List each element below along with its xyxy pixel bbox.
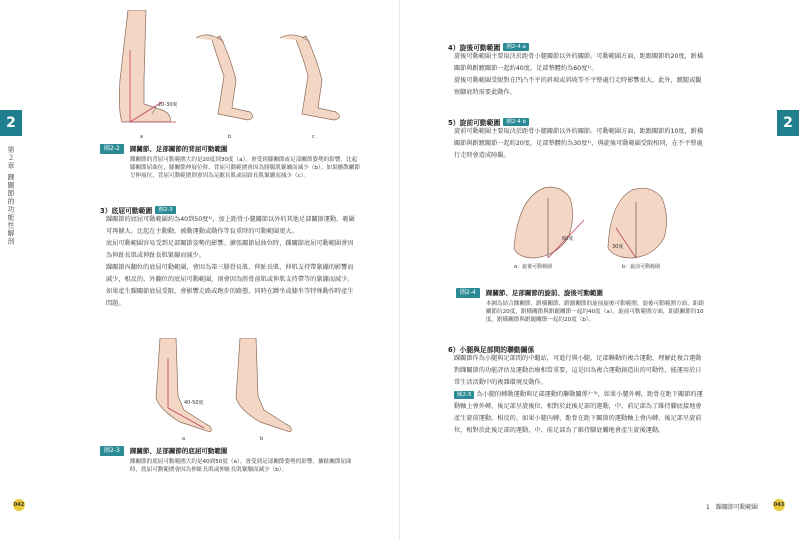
figure-2-4-label: 圖2-4 — [456, 288, 480, 298]
figure-2-2-letter-a: a — [140, 134, 144, 140]
section-6-ref-text: 為小腿的轉動運動與足部運動的聯動關係¹⁻³⁾，如果小腿外轉，距骨在距下關節的運動軸上會外轉，後足部呈旋後位，相對於此後足部的運動，中、前足部為了維持腳底接地會產生旋前運動。相反的，如果小腿內轉，距骨在距下關節的運動軸上會內轉，後足部呈旋前位，相對於此後足部的運動，中、前足部為了維持腳底觸地會產生旋後運動。 — [454, 391, 703, 434]
figure-2-3-title: 踝關節、足部關節的底屈可動範圍 — [129, 447, 228, 455]
figure-2-2-c-leg — [280, 35, 340, 140]
section-4-ref: 圖2-4 a — [503, 43, 529, 51]
chapter-title-vertical: 第２章 踝關節的功能性解剖 — [7, 146, 15, 246]
figure-2-4-description: 本圖為結合踝關節、跗橫關節、跗蹠關節的旋前旋後可動範圍。旋後可動範圍方面，距跟關節約20度，跗橫關節與跗蹠關節一起約40度（a）。旋前可動範圍方面，距跟關節約10度，跗橫關節與跗蹠關節一起約20度（b）。 — [485, 301, 704, 323]
figure-2-4-title: 踝關節、足部關節的旋前、旋後可動範圍 — [485, 289, 603, 297]
section-5-ref: 圖2-4 b — [503, 118, 529, 126]
figure-2-4-sub-a: a：旋後可動範圍 — [514, 264, 553, 270]
figure-2-2-label: 圖2-2 — [100, 144, 124, 154]
section-4-paragraph: 旋後可動範圍受限對在凹凸不平的斜坡或斜坡等不平整處行走時影響很大。此外，蹠腿或觀察腳底時需要此動作。 — [454, 77, 702, 96]
section-3-ref: 圖2-3 — [155, 206, 175, 214]
figure-2-3-angle-label: 40-50度 — [184, 400, 204, 406]
section-6-title: 6）小腿與足部間的聯動關係 — [448, 346, 535, 354]
figure-2-3-a-leg — [156, 338, 211, 442]
figure-2-4-b-foot — [608, 188, 667, 270]
figure-2-3-illustration — [140, 338, 310, 442]
right-page — [400, 0, 799, 540]
section-3-paragraph: 踝關節的底屈可動範圍約為40到50度¹⁾，加上距骨小腿關節以外的其他足部關節運動，範圍可再擴大。比起在主動動，被動運動或動作等負重時的可動範圍更大。 — [106, 216, 355, 235]
page-number-left: 042 — [13, 499, 25, 511]
section-6-body — [448, 353, 704, 437]
figure-2-4-sub-b: b：旋前可動範圍 — [622, 264, 661, 270]
figure-2-3-description: 踝關節的底屈可動範圍大約是40到50度（a）。會受到足部關節姿勢的影響，擴趾關節屈曲時，底屈可動範圍會因為伸趾長肌或伸趾長肌緊繃而減少（b）。 — [129, 459, 352, 473]
figure-2-3-b-leg — [236, 338, 291, 442]
section-6-paragraph: 踝關節作為小腿與足部間的中繼站，可進行與小腿、足部聯動的複合運動，理解此複合運動對踝關節的功能評估及運動治療相當重要，這是因為複合運動創造出的可動性，能運用於日常生活活動中的複雜環境及動作。 — [454, 355, 702, 386]
figure-2-4-caption — [456, 288, 706, 324]
figure-2-4-a-foot — [514, 187, 584, 270]
section-5-body — [448, 126, 704, 162]
section-4-title: 4）旋後可動範圍 — [448, 44, 501, 52]
chapter-tab-right: 2 — [777, 110, 799, 136]
figure-2-2-caption — [100, 144, 360, 180]
figure-2-2-b-leg — [196, 35, 253, 140]
section-6-ref: 圖2-5 — [454, 391, 474, 399]
figure-2-3-label: 圖2-3 — [100, 446, 124, 456]
figure-2-4-angle-b: 30度 — [612, 244, 624, 250]
section-3-paragraph: 如果產生踝關節底屈受限，會影響走路或跑步的路態，同時在蹲坐或膝坐等特殊動作時產生問題。 — [106, 288, 354, 307]
figure-2-2-description: 踝關節的背屈可動範圍大約是20度到30度（a）。會受到膝關節或足部關節姿勢的影響，比起膝關節屈曲位，膝關節伸展位時，背屈可動範圍會因為腓腸肌緊繃而減少（b）。如果擴散關節呈伸展位，背屈可動範圍則會因為足蹠長肌或屈趾長肌緊繃而減少（c）。 — [129, 157, 360, 179]
section-5-paragraph: 旋前可動範圍主要取決於距骨小腿關節以外的關節。可動範圍方面，距跟關節約10度，跗橫關節與跗蹠關節一起約20度，足部整體約為30度¹⁾，與旋後可動範圍受限相同，在不平整處行走時會造成障礙。 — [454, 128, 704, 159]
figure-2-4-illustration — [504, 178, 684, 270]
figure-2-3-letter-b: b — [260, 436, 264, 442]
running-footer: 1 踝關節可動範圍 — [706, 504, 758, 511]
left-page — [0, 0, 399, 540]
figure-2-3-caption — [100, 446, 360, 474]
chapter-tab-left: 2 — [0, 110, 22, 136]
section-4-body — [448, 51, 704, 99]
figure-2-2-illustration — [100, 10, 360, 142]
section-3-body — [100, 214, 355, 310]
section-3-paragraph: 底屈可動範圍容易受到足部關節姿勢的影響。擴張關節屈曲位時，踝關節底屈可動範圍會因為伸趾長肌或伸趾長肌緊繃而減少。 — [106, 240, 354, 259]
section-4-paragraph: 旋後可動範圍主要取決於距骨小腿關節以外的關節。可動範圍方面，距跟關節約20度，跗橫關節與跗蹠關節一起約40度，足部整體約為60度¹⁾。 — [454, 53, 704, 72]
section-6-ref-paragraph — [448, 389, 704, 437]
figure-2-2-letter-b: b — [228, 134, 232, 140]
section-5-title: 5）旋前可動範圍 — [448, 119, 501, 127]
figure-2-4-angle-a: 60度 — [562, 236, 574, 242]
figure-2-2-title: 踝關節、足部關節的背屈可動範圍 — [129, 145, 228, 153]
figure-2-2-angle-label: 20-30度 — [158, 102, 178, 108]
figure-2-3-letter-a: a — [182, 436, 186, 442]
figure-2-2-a-leg — [119, 10, 177, 140]
section-3-paragraph: 踝關節內翻位的底屈可動範圍，會因為第三腓骨長肌、伸趾長肌、伸肌支持帶緊繃的影響而減少，相反的，外翻位的底屈可動範圍，則會因為脛骨前肌或伸肌支持帶等的緊繃而減少。 — [106, 264, 354, 283]
page-number-right: 043 — [773, 499, 785, 511]
figure-2-2-letter-c: c — [312, 134, 315, 140]
section-3-title: 3）底屈可動範圍 — [100, 207, 153, 215]
